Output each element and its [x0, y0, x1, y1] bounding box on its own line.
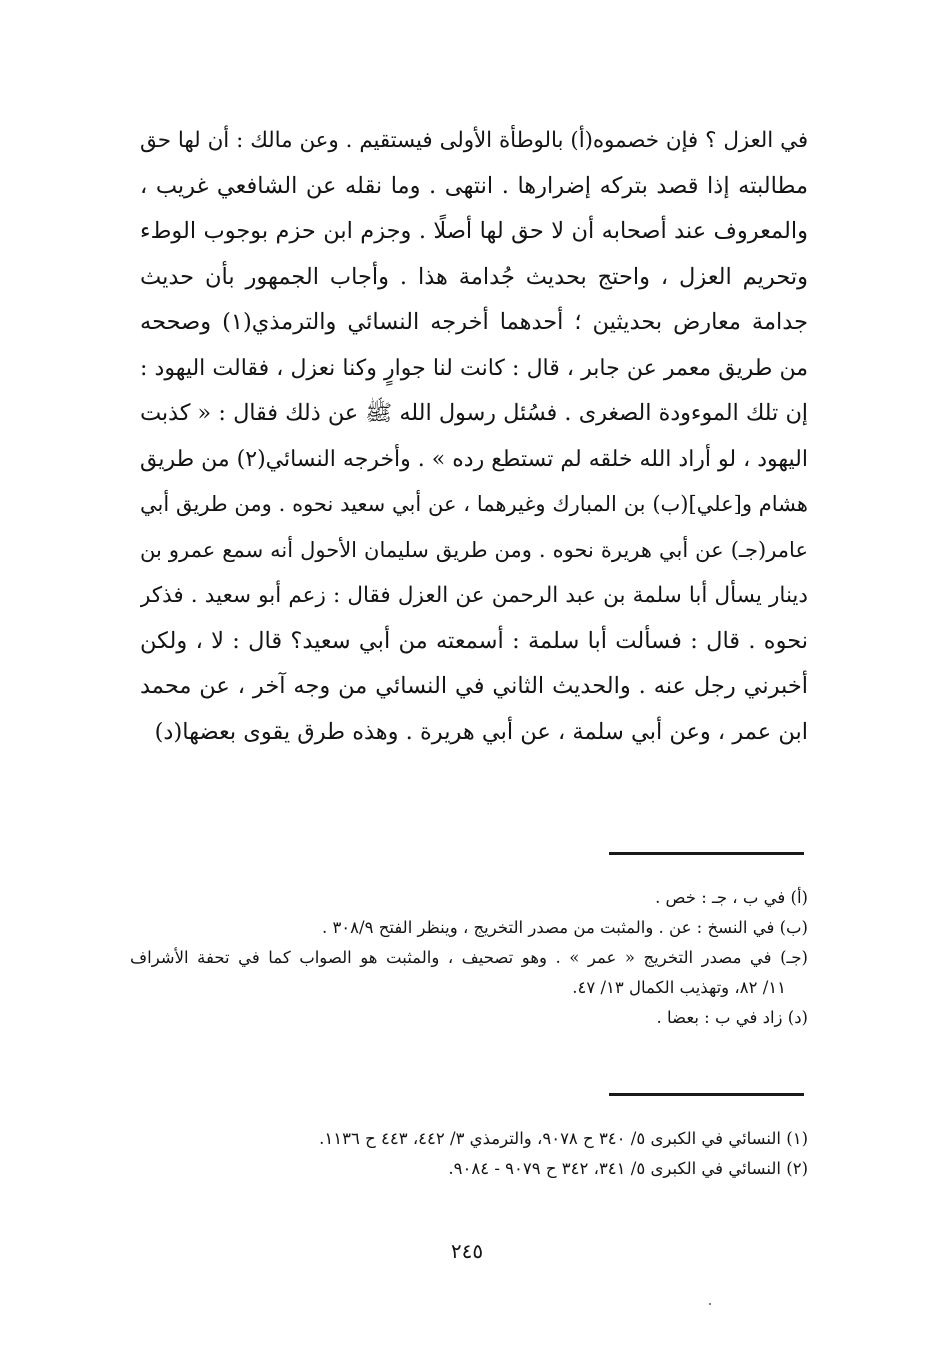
text-line: وتحريم العزل ، واحتج بحديث جُدامة هذا . وأجاب الجمهور بأن حديث	[140, 263, 808, 290]
variant-footnotes	[130, 883, 808, 1033]
footnote-separator	[609, 1093, 804, 1096]
footnote: (ب) في النسخ : عن . والمثبت من مصدر التخريج ، وينظر الفتح ٣٠٨/٩ .	[321, 918, 808, 937]
footnote: (د) زاد في ب : بعضا .	[656, 1008, 808, 1027]
text-line: هشام و[علي](ب) بن المبارك وغيرهما ، عن أبي سعيد نحوه . ومن طريق أبي	[140, 492, 808, 516]
text-line: جدامة معارض بحديثين ؛ أحدهما أخرجه النسائي والترمذي(١) وصححه	[140, 309, 808, 335]
text-line: إن تلك الموءودة الصغرى . فسُئل رسول الله ﷺ عن ذلك فقال : « كذبت	[140, 400, 808, 426]
text-line: دينار يسأل أبا سلمة بن عبد الرحمن عن العزل فقال : زعم أبو سعيد . فذكر	[140, 583, 808, 608]
text-line: أخبرني رجل عنه . والحديث الثاني في النسائي من وجه آخر ، عن محمد	[140, 673, 808, 699]
footnote: (جـ) في مصدر التخريج « عمر » . وهو تصحيف ، والمثبت هو الصواب كما في تحفة الأشراف	[130, 948, 808, 967]
main-text	[140, 118, 808, 755]
page-number: ٢٤٥	[450, 1239, 484, 1263]
text-line: في العزل ؟ فإن خصموه(أ) بالوطأة الأولى فيستقيم . وعن مالك : أن لها حق	[140, 128, 808, 153]
footnote: (أ) في ب ، جـ : خص .	[655, 888, 808, 907]
text-line: من طريق معمر عن جابر ، قال : كانت لنا جوارٍ وكنا نعزل ، فقالت اليهود :	[140, 355, 808, 381]
text-line: نحوه . قال : فسألت أبا سلمة : أسمعته من أبي سعيد؟ قال : لا ، ولكن	[140, 627, 808, 654]
text-line: مطالبته إذا قصد بتركه إضرارها . انتهى . وما نقله عن الشافعي غريب ،	[140, 172, 808, 199]
text-line: اليهود ، لو أراد الله خلقه لم تستطع رده » . وأخرجه النسائي(٢) من طريق	[140, 446, 808, 472]
scan-speck	[709, 1303, 711, 1305]
source-footnotes	[130, 1124, 808, 1184]
footnote-separator	[609, 852, 804, 855]
text-line: والمعروف عند أصحابه أن لا حق لها أصلًا . وجزم ابن حزم بوجوب الوطء	[140, 218, 808, 244]
footnote: (١) النسائي في الكبرى ٥/ ٣٤٠ ح ٩٠٧٨، والترمذي ٣/ ٤٤٢، ٤٤٣ ح ١١٣٦.	[319, 1129, 808, 1148]
text-line: عامر(جـ) عن أبي هريرة نحوه . ومن طريق سليمان الأحول أنه سمع عمرو بن	[140, 537, 808, 562]
footnote-continuation: ١١/ ٨٢، وتهذيب الكمال ١٣/ ٤٧.	[572, 978, 786, 997]
footnote: (٢) النسائي في الكبرى ٥/ ٣٤١، ٣٤٢ ح ٩٠٧٩ - ٩٠٨٤.	[448, 1159, 808, 1178]
text-line: ابن عمر ، وعن أبي سلمة ، عن أبي هريرة . وهذه طرق يقوى بعضها(د)	[154, 718, 808, 745]
